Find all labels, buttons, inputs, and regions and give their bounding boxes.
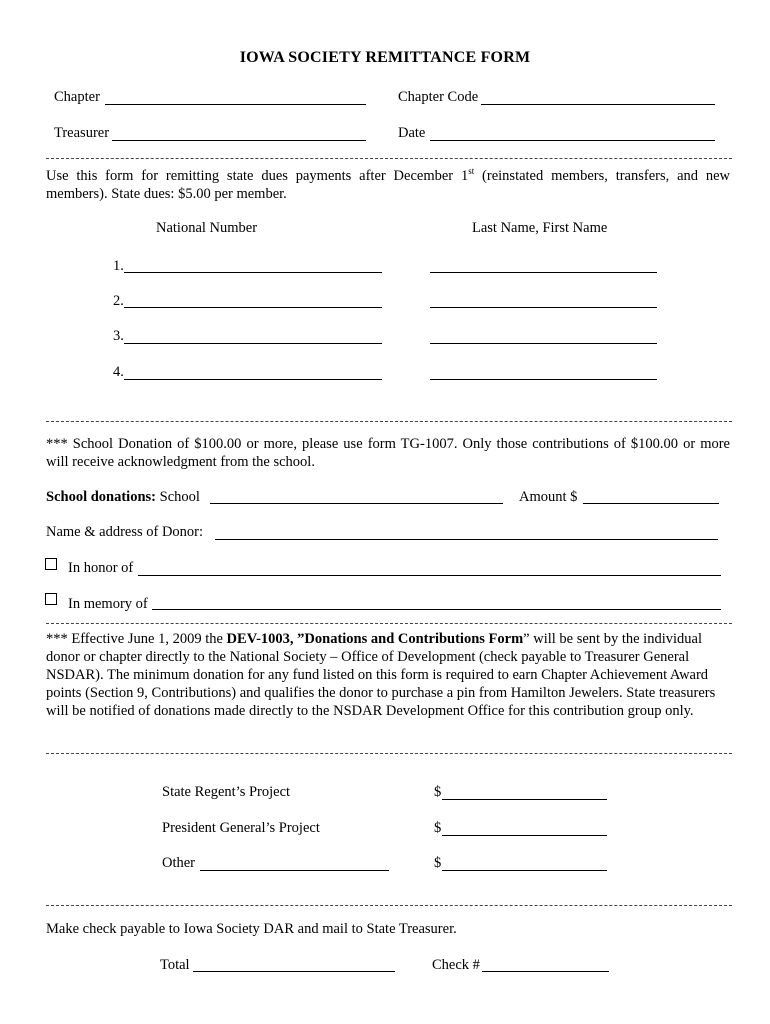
honor-field[interactable] [138,575,721,576]
total-label: Total [160,957,190,973]
check-number-label: Check # [432,957,480,973]
national-number-field[interactable] [124,343,382,344]
amount-field[interactable] [583,503,719,504]
state-regent-label: State Regent’s Project [162,784,291,800]
other-description-field[interactable] [200,870,389,871]
name-header: Last Name, First Name [472,220,608,236]
chapter-code-field[interactable] [481,104,715,105]
member-row-number: 2. [113,293,124,309]
member-row-number: 1. [113,258,124,274]
donor-label: Name & address of Donor: [46,524,204,540]
dues-instructions: Use this form for remitting state dues payments after December 1st (reinstated members, transfers, and new members). State dues: $5.00 per member. [46,166,730,202]
section-divider [46,905,732,906]
honor-checkbox[interactable] [45,558,57,570]
president-general-label: President General’s Project [162,820,320,836]
dollar-sign: $ [434,855,442,871]
donor-field[interactable] [215,539,718,540]
amount-label: Amount $ [519,489,578,505]
national-number-field[interactable] [124,307,382,308]
treasurer-label: Treasurer [54,125,110,141]
section-divider [46,158,732,159]
memory-field[interactable] [152,609,721,610]
chapter-label: Chapter [54,89,100,105]
section-divider [46,421,732,422]
national-number-header: National Number [156,220,258,236]
total-field[interactable] [193,971,395,972]
national-number-field[interactable] [124,379,382,380]
member-row-number: 4. [113,364,124,380]
chapter-code-label: Chapter Code [398,89,479,105]
dollar-sign: $ [434,820,442,836]
school-donation-note: *** School Donation of $100.00 or more, please use form TG-1007. Only those contributions of $100.00 or more will receive acknowledgment from the school. [46,436,730,470]
memory-checkbox[interactable] [45,593,57,605]
school-donations-label: School donations: School [46,489,200,505]
other-label: Other [162,855,196,871]
other-amount-field[interactable] [442,870,607,871]
payable-note: Make check payable to Iowa Society DAR and mail to State Treasurer. [46,921,457,937]
member-name-field[interactable] [430,272,657,273]
national-number-field[interactable] [124,272,382,273]
date-label: Date [398,125,426,141]
state-regent-amount-field[interactable] [442,799,607,800]
treasurer-field[interactable] [112,140,366,141]
memory-label: In memory of [68,596,148,612]
honor-label: In honor of [68,560,134,576]
page-title: IOWA SOCIETY REMITTANCE FORM [239,49,531,66]
section-divider [46,623,732,624]
member-name-field[interactable] [430,379,657,380]
section-divider [46,753,732,754]
dollar-sign: $ [434,784,442,800]
member-name-field[interactable] [430,307,657,308]
date-field[interactable] [430,140,715,141]
president-general-amount-field[interactable] [442,835,607,836]
check-number-field[interactable] [482,971,609,972]
member-row-number: 3. [113,328,124,344]
school-field[interactable] [210,503,503,504]
member-name-field[interactable] [430,343,657,344]
dev-1003-note: *** Effective June 1, 2009 the DEV-1003, ”Donations and Contributions Form” will be sent by the individual donor or chapter directly to the National Society – Office of Development (check payable to Treasurer General NSDAR). The minimum donation for any fund listed on this form is required to earn Chapter Achievement Award points (Section 9, Contributions) and qualifies the donor to purchase a pin from Hamilton Jewelers. State treasurers will be notified of donations made directly to the NSDAR Development Office for this contribution group only. [46,631,716,719]
chapter-field[interactable] [105,104,366,105]
